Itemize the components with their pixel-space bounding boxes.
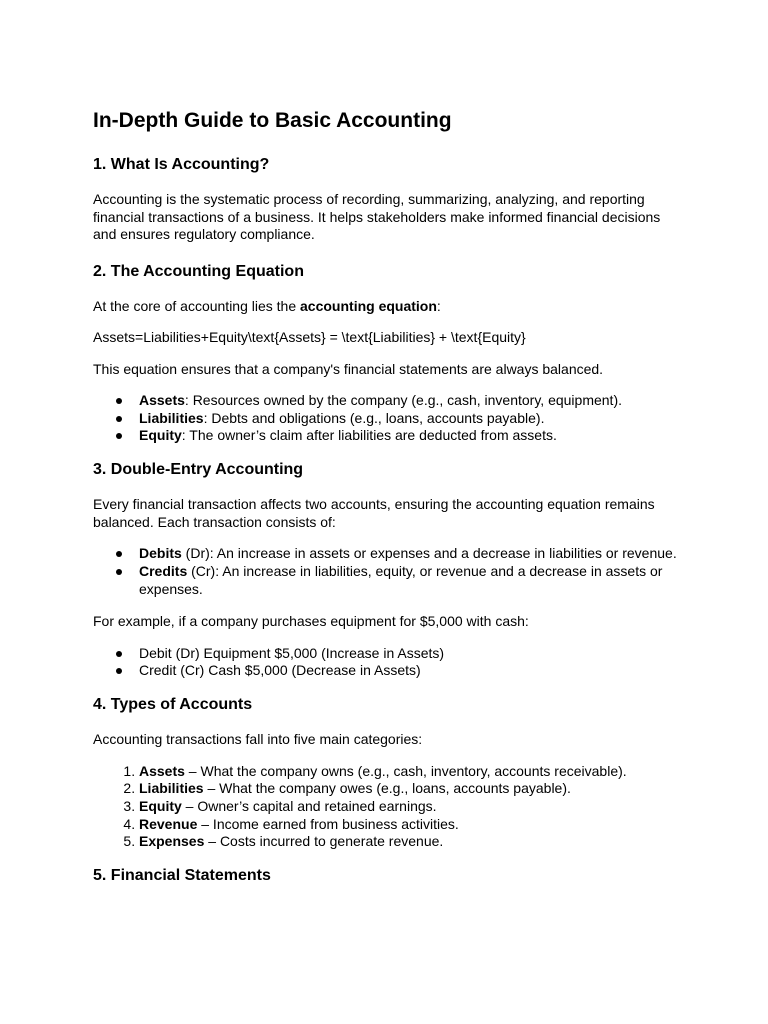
section-2-heading: 2. The Accounting Equation (93, 262, 304, 280)
equation-terms-list (93, 392, 683, 445)
account-types-list (93, 763, 683, 852)
list-item: Assets: Resources owned by the company (e.g., cash, inventory, equipment). (139, 392, 683, 410)
section-3-heading: 3. Double-Entry Accounting (93, 461, 304, 479)
section-1-paragraph: Accounting is the systematic process of recording, summarizing, analyzing, and reporting financial transactions of a business. It helps stakeholders make informed financial decisions and ensures regulatory compliance. (93, 191, 661, 242)
equation-intro: At the core of accounting lies the accounting equation: (93, 297, 441, 314)
balance-note: This equation ensures that a company's financial statements are always balanced. (93, 360, 604, 377)
list-item: 3. Equity – Owner’s capital and retained earnings. (139, 798, 683, 816)
accounting-equation: Assets=Liabilities+Equity\text{Assets} = \text{Liabilities} + \text{Equity} (93, 329, 526, 345)
list-item: 5. Expenses – Costs incurred to generate revenue. (139, 833, 683, 851)
list-item: Debit (Dr) Equipment $5,000 (Increase in Assets) (139, 645, 683, 663)
list-item: 1. Assets – What the company owns (e.g., cash, inventory, accounts receivable). (139, 763, 683, 781)
section-1-heading: 1. What Is Accounting? (93, 156, 270, 173)
section-5-heading: 5. Financial Statements (93, 867, 271, 885)
page-title: In-Depth Guide to Basic Accounting (93, 109, 452, 132)
list-item: 4. Revenue – Income earned from business activities. (139, 816, 683, 834)
list-item: Equity: The owner’s claim after liabilities are deducted from assets. (139, 427, 683, 445)
list-item: Liabilities: Debts and obligations (e.g., loans, accounts payable). (139, 410, 683, 428)
example-intro: For example, if a company purchases equipment for $5,000 with cash: (93, 613, 529, 630)
document-page (93, 107, 683, 902)
list-item: Debits (Dr): An increase in assets or expenses and a decrease in liabilities or revenue. (139, 545, 683, 563)
section-4-heading: 4. Types of Accounts (93, 696, 253, 714)
list-item: Credit (Cr) Cash $5,000 (Decrease in Assets) (139, 662, 683, 680)
section-4-paragraph: Accounting transactions fall into five main categories: (93, 731, 423, 748)
debit-credit-list (93, 545, 683, 598)
list-item: Credits (Cr): An increase in liabilities, equity, or revenue and a decrease in assets or expenses. (139, 563, 683, 598)
example-entries-list (93, 645, 683, 680)
section-3-paragraph: Every financial transaction affects two accounts, ensuring the accounting equation remains balanced. Each transaction consists of: (93, 496, 655, 530)
list-item: 2. Liabilities – What the company owes (e.g., loans, accounts payable). (139, 780, 683, 798)
